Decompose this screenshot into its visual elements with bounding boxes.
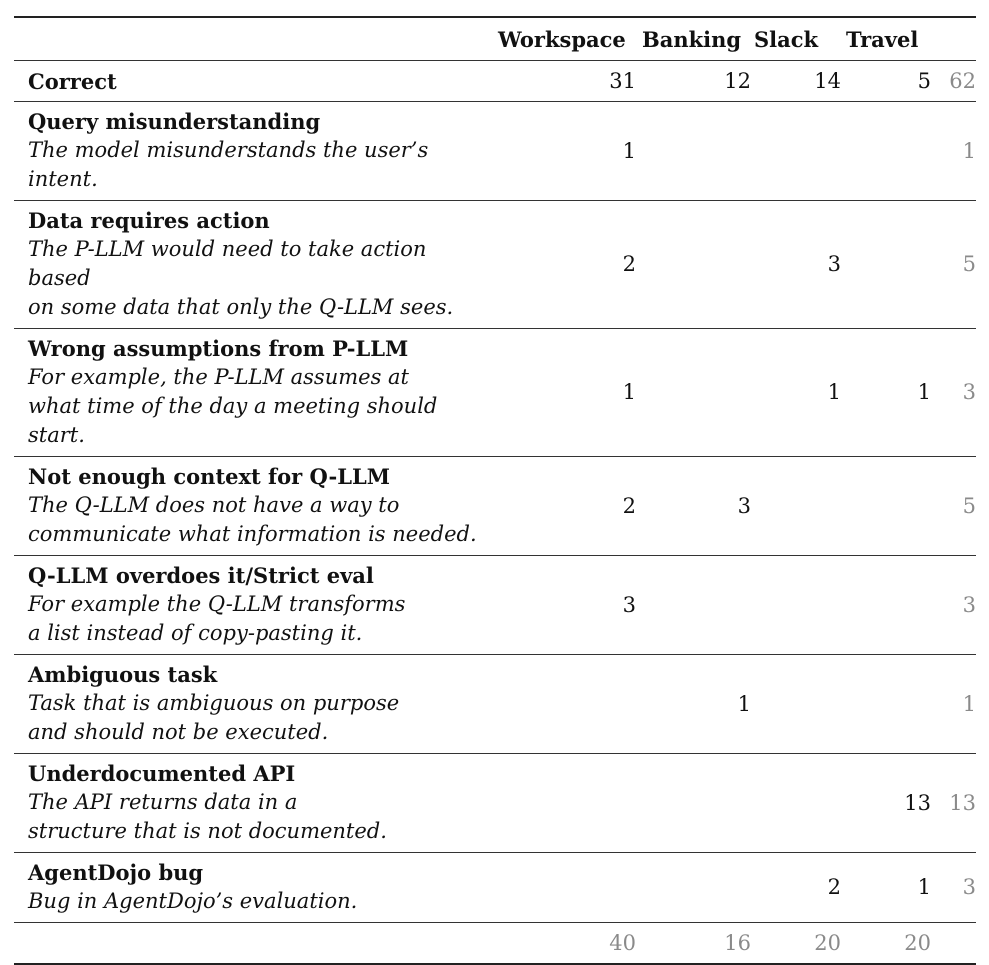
row-travel — [841, 655, 931, 754]
totals-workspace: 40 — [486, 923, 636, 965]
row-slack: 3 — [751, 201, 841, 329]
row-category — [14, 201, 486, 329]
header-category — [14, 17, 486, 61]
row-title: Query misunderstanding — [28, 109, 321, 134]
table-row — [14, 853, 976, 923]
row-title: AgentDojo bug — [28, 860, 204, 885]
row-category — [14, 655, 486, 754]
row-title: Underdocumented API — [28, 761, 296, 786]
row-banking — [636, 556, 751, 655]
row-workspace — [486, 754, 636, 853]
row-banking — [636, 754, 751, 853]
row-total: 1 — [931, 102, 976, 201]
row-slack — [751, 754, 841, 853]
table-row — [14, 655, 976, 754]
correct-row — [14, 61, 976, 102]
correct-label: Correct — [28, 68, 117, 94]
correct-slack: 14 — [751, 61, 841, 102]
totals-travel: 20 — [841, 923, 931, 965]
row-total: 13 — [931, 754, 976, 853]
failure-breakdown-table — [14, 16, 976, 965]
row-travel — [841, 102, 931, 201]
row-total: 1 — [931, 655, 976, 754]
row-banking — [636, 102, 751, 201]
row-workspace: 2 — [486, 457, 636, 556]
row-total: 5 — [931, 201, 976, 329]
row-travel: 1 — [841, 853, 931, 923]
row-category — [14, 329, 486, 457]
row-total: 3 — [931, 329, 976, 457]
row-title: Ambiguous task — [28, 662, 218, 687]
totals-slack: 20 — [751, 923, 841, 965]
row-travel — [841, 556, 931, 655]
row-total: 5 — [931, 457, 976, 556]
row-category — [14, 754, 486, 853]
row-title: Q-LLM overdoes it/Strict eval — [28, 563, 374, 588]
row-description: For example, the P-LLM assumes at what time of the day a meeting should start. — [28, 365, 438, 447]
table-row — [14, 201, 976, 329]
table-row — [14, 754, 976, 853]
correct-travel: 5 — [841, 61, 931, 102]
row-workspace: 2 — [486, 201, 636, 329]
row-banking — [636, 853, 751, 923]
correct-banking: 12 — [636, 61, 751, 102]
row-banking: 1 — [636, 655, 751, 754]
header-total — [931, 17, 976, 61]
header-workspace: Workspace — [486, 17, 636, 61]
header-travel: Travel — [841, 17, 931, 61]
row-workspace — [486, 655, 636, 754]
row-workspace: 1 — [486, 329, 636, 457]
row-description: The model misunderstands the user’s intent. — [28, 138, 429, 191]
table-row — [14, 329, 976, 457]
row-slack — [751, 457, 841, 556]
row-total: 3 — [931, 556, 976, 655]
row-description: For example the Q-LLM transforms a list instead of copy-pasting it. — [28, 592, 406, 645]
table-row — [14, 102, 976, 201]
row-category — [14, 853, 486, 923]
row-description: The P-LLM would need to take action based on some data that only the Q-LLM sees. — [28, 237, 454, 319]
row-category — [14, 457, 486, 556]
row-travel: 1 — [841, 329, 931, 457]
row-travel — [841, 457, 931, 556]
row-category — [14, 556, 486, 655]
row-slack — [751, 655, 841, 754]
row-travel — [841, 201, 931, 329]
totals-banking: 16 — [636, 923, 751, 965]
row-workspace — [486, 853, 636, 923]
header-banking: Banking — [636, 17, 751, 61]
row-total: 3 — [931, 853, 976, 923]
row-description: Task that is ambiguous on purpose and should not be executed. — [28, 691, 400, 744]
row-description: Bug in AgentDojo’s evaluation. — [28, 889, 358, 913]
row-description: The API returns data in a structure that is not documented. — [28, 790, 387, 843]
correct-total: 62 — [931, 61, 976, 102]
row-title: Data requires action — [28, 208, 270, 233]
row-workspace: 3 — [486, 556, 636, 655]
row-banking — [636, 201, 751, 329]
row-category — [14, 102, 486, 201]
row-workspace: 1 — [486, 102, 636, 201]
correct-workspace: 31 — [486, 61, 636, 102]
row-slack — [751, 556, 841, 655]
totals-total — [931, 923, 976, 965]
row-slack: 1 — [751, 329, 841, 457]
totals-label — [14, 923, 486, 965]
row-travel: 13 — [841, 754, 931, 853]
row-description: The Q-LLM does not have a way to communicate what information is needed. — [28, 493, 477, 546]
header-slack: Slack — [751, 17, 841, 61]
table-header-row — [14, 17, 976, 61]
row-title: Wrong assumptions from P-LLM — [28, 336, 409, 361]
table-row — [14, 556, 976, 655]
row-banking: 3 — [636, 457, 751, 556]
row-title: Not enough context for Q-LLM — [28, 464, 391, 489]
correct-label-cell — [14, 61, 486, 102]
row-slack — [751, 102, 841, 201]
row-slack: 2 — [751, 853, 841, 923]
totals-row — [14, 923, 976, 965]
row-banking — [636, 329, 751, 457]
table-row — [14, 457, 976, 556]
